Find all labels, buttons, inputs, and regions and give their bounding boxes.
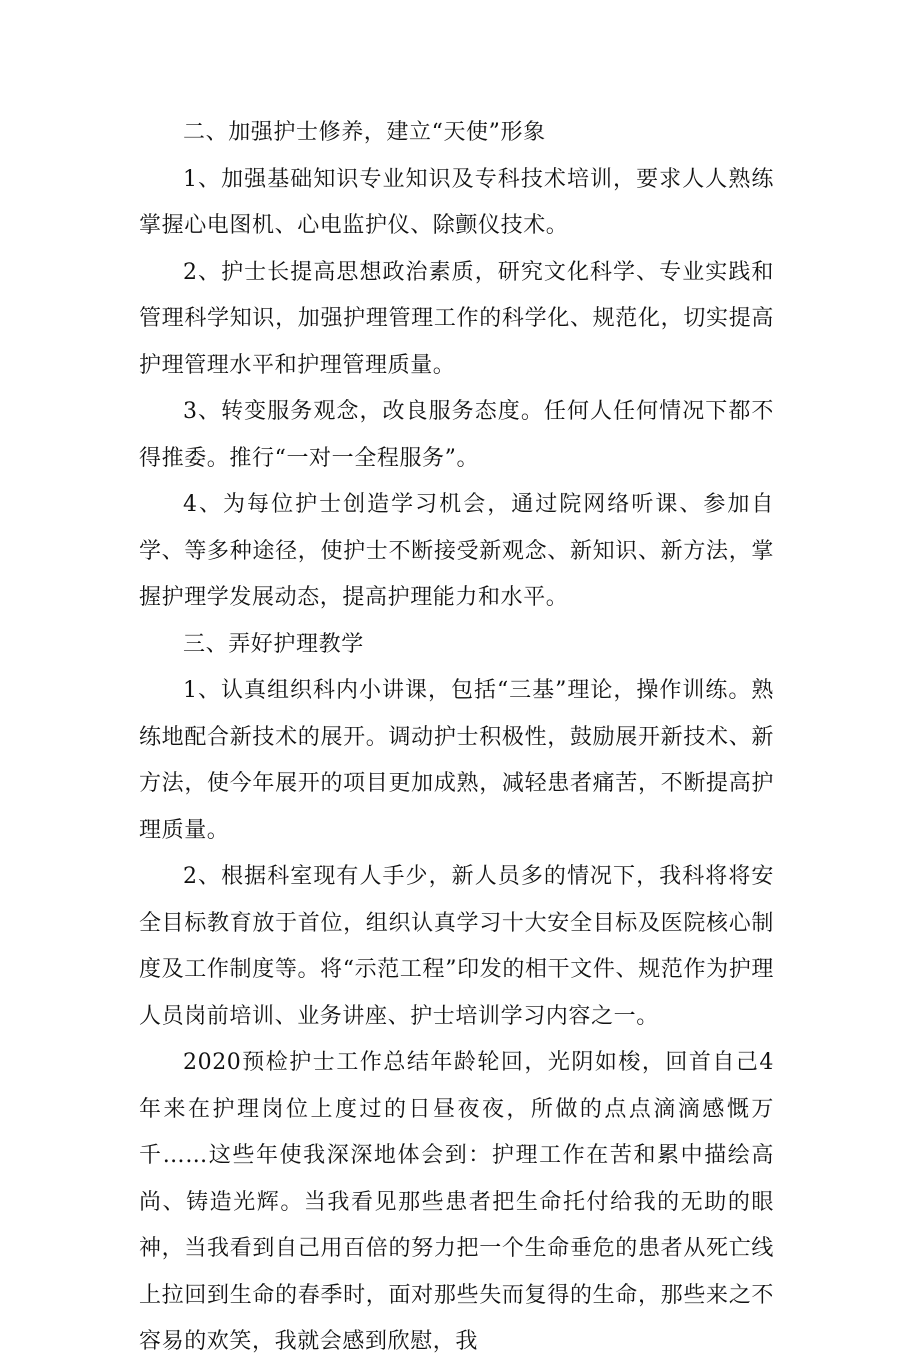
section-heading-2: 二、加强护士修养，建立“天使”形象 <box>183 120 546 145</box>
paragraph: 3、转变服务观念，改良服务态度。任何人任何情况下都不得推委。推行“一对一全程服务”。 <box>139 399 774 471</box>
paragraph: 1、加强基础知识专业知识及专科技术培训，要求人人熟练掌握心电图机、心电监护仪、除颤仪技术。 <box>139 166 774 238</box>
section-heading-3: 三、弄好护理教学 <box>183 631 364 657</box>
paragraph: 1、认真组织科内小讲课，包括“三基”理论，操作训练。熟练地配合新技术的展开。调动护士积极性，鼓励展开新技术、新方法，使今年展开的项目更加成熟，减轻患者痛苦，不断提高护理质量。 <box>139 678 774 843</box>
paragraph: 2020预检护士工作总结年龄轮回，光阴如梭，回首自己4年来在护理岗位上度过的日昼夜夜，所做的点点滴滴感慨万千……这些年使我深深地体会到：护理工作在苦和累中描绘高尚、铸造光辉。当我看见那些患者把生命托付给我的无助的眼神，当我看到自己用百倍的努力把一个生命垂危的患者从死亡线上拉回到生命的春季时，面对那些失而复得的生命，那些来之不容易的欢笑，我就会感到欣慰，我 <box>139 1050 774 1354</box>
paragraph: 2、根据科室现有人手少，新人员多的情况下，我科将将安全目标教育放于首位，组织认真学习十大安全目标及医院核心制度及工作制度等。将“示范工程”印发的相干文件、规范作为护理人员岗前培训、业务讲座、护士培训学习内容之一。 <box>139 864 774 1029</box>
paragraph: 2、护士长提高思想政治素质，研究文化科学、专业实践和管理科学知识，加强护理管理工作的科学化、规范化，切实提高护理管理水平和护理管理质量。 <box>139 259 774 378</box>
paragraph: 4、为每位护士创造学习机会，通过院网络听课、参加自学、等多种途径，使护士不断接受新观念、新知识、新方法，掌握护理学发展动态，提高护理能力和水平。 <box>139 492 774 610</box>
